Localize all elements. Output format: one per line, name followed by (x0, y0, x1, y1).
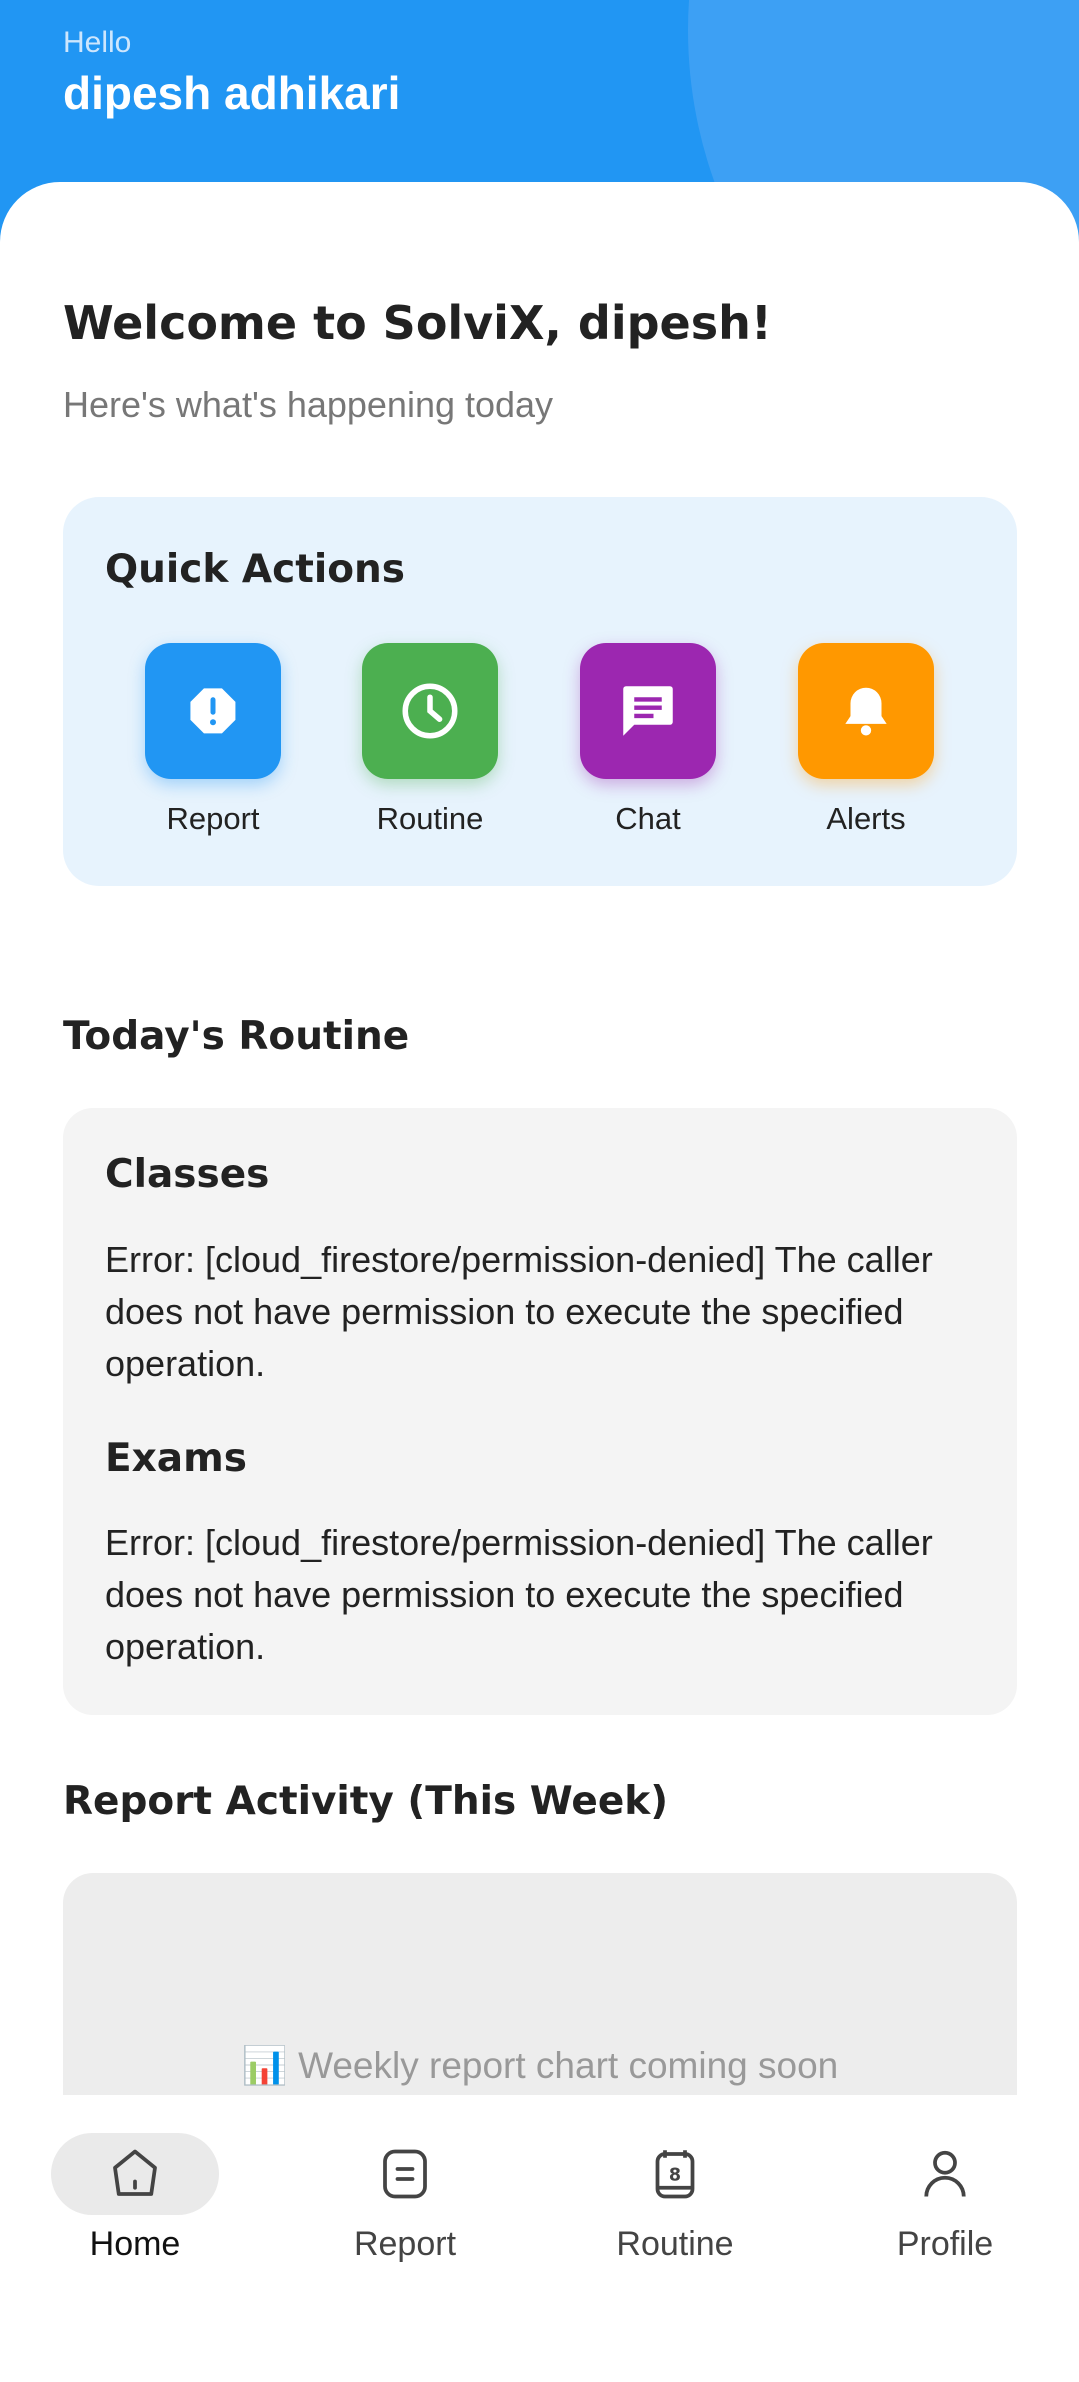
quick-action-label: Report (166, 801, 260, 836)
calendar-day: 8 (668, 2165, 682, 2186)
nav-routine[interactable] (575, 2133, 775, 2264)
nav-report[interactable] (305, 2133, 505, 2264)
quick-actions-title: Quick Actions (105, 547, 406, 592)
quick-actions-panel (63, 497, 1017, 886)
clock-icon[interactable] (362, 643, 498, 779)
chart-coming-soon-text: 📊 Weekly report chart coming soon (241, 2045, 839, 2086)
quick-action-chat[interactable] (548, 643, 748, 837)
user-name: dipesh adhikari (63, 67, 401, 119)
report-icon (321, 2133, 489, 2215)
nav-label: Profile (896, 2225, 994, 2263)
nav-label: Report (353, 2225, 457, 2263)
report-alert-icon[interactable] (145, 643, 281, 779)
nav-profile[interactable] (845, 2133, 1045, 2264)
routine-card (63, 1108, 1017, 1715)
classes-title: Classes (105, 1152, 270, 1197)
profile-icon (861, 2133, 1029, 2215)
quick-action-alerts[interactable] (766, 643, 966, 837)
chat-icon[interactable] (580, 643, 716, 779)
exams-error: Error: [cloud_firestore/permission-denied] The caller does not have permission to execute the specified operation. (105, 1522, 933, 1667)
greeting: Hello (63, 26, 132, 59)
nav-label: Home (89, 2225, 181, 2263)
classes-error: Error: [cloud_firestore/permission-denied] The caller does not have permission to execute the specified operation. (105, 1239, 933, 1384)
welcome-title: Welcome to SolviX, dipesh! (63, 296, 772, 350)
bottom-nav (0, 2095, 1079, 2297)
exams-title: Exams (105, 1436, 247, 1481)
nav-label: Routine (616, 2225, 734, 2263)
quick-action-report[interactable] (113, 643, 313, 837)
quick-action-label: Chat (615, 801, 681, 836)
quick-action-label: Alerts (826, 801, 906, 836)
welcome-subtitle: Here's what's happening today (63, 384, 554, 425)
home-icon (51, 2133, 219, 2215)
bell-icon[interactable] (798, 643, 934, 779)
calendar-icon (591, 2133, 759, 2215)
nav-home[interactable] (35, 2133, 235, 2264)
report-activity-title: Report Activity (This Week) (63, 1779, 669, 1824)
quick-action-label: Routine (376, 801, 484, 836)
todays-routine-title: Today's Routine (63, 1014, 410, 1059)
quick-action-routine[interactable] (330, 643, 530, 837)
